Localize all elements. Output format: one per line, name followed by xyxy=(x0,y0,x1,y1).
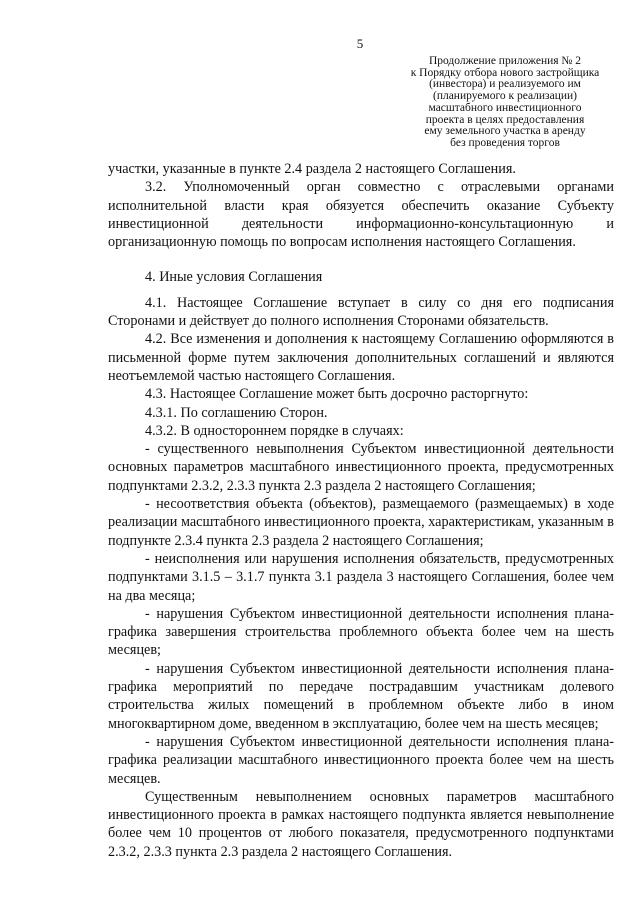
header-line: (планируемого к реализации) xyxy=(432,90,577,103)
termination-case-2: - несоответствия объекта (объектов), размещаемого (размещаемых) в ходе реализации масштабного инвестиционного проекта, характеристикам, указанным в подпункте 2.3.4 пункта 2.3 раздела 2 настоящего Соглашения; xyxy=(108,496,614,549)
termination-case-1: - существенного невыполнения Субъектом инвестиционной деятельности основных параметров масштабного инвестиционного проекта, предусмотренных подпунктами 2.3.2, 2.3.3 пункта 2.3 раздела 2 настоящего Соглашения; xyxy=(108,441,614,494)
termination-case-3: - неисполнения или нарушения исполнения обязательств, предусмотренных подпунктами 3.1.5 – 3.1.7 пункта 3.1 раздела 3 настоящего Соглашения, более чем на два месяца; xyxy=(108,550,614,604)
paragraph-4-2: 4.2. Все изменения и дополнения к настоящему Соглашению оформляются в письменной форме путем заключения дополнительных соглашений и являются неотъемлемой частью настоящего Соглашения. xyxy=(108,331,614,384)
header-line: (инвестора) и реализуемого им xyxy=(429,78,581,91)
termination-case-4: - нарушения Субъектом инвестиционной деятельности исполнения плана-графика завершения строительства проблемного объекта более чем на шесть месяцев; xyxy=(108,605,614,659)
header-line: к Порядку отбора нового застройщика xyxy=(410,66,600,79)
paragraph-4-3-2: 4.3.2. В одностороннем порядке в случаях: xyxy=(145,422,404,439)
paragraph-continuation: участки, указанные в пункте 2.4 раздела 2 настоящего Соглашения. xyxy=(108,161,516,177)
paragraph-final: Существенным невыполнением основных параметров масштабного инвестиционного проекта в рамках настоящего подпункта является невыполнение более чем 10 процентов от любого показателя, предусмотренного подпунктами 2.3.2, 2.3.3 пункта 2.3 раздела 2 настоящего Соглашения. xyxy=(108,788,614,860)
document-body xyxy=(108,160,614,861)
termination-case-5: - нарушения Субъектом инвестиционной деятельности исполнения плана-графика мероприятий по передаче пострадавшим участникам долевого строительства жилых помещений в проблемном объекте либо в ином многоквартирном доме, введенном в эксплуатацию, более чем на шесть месяцев; xyxy=(108,660,614,732)
section-4-title: 4. Иные условия Соглашения xyxy=(145,269,323,286)
paragraph-4-1: 4.1. Настоящее Соглашение вступает в силу со дня его подписания Сторонами и действует до полного исполнения Сторонами обязательств. xyxy=(108,294,614,330)
header-line: без проведения торгов xyxy=(450,136,560,149)
header-line: ему земельного участка в аренду xyxy=(424,125,586,138)
termination-case-6: - нарушения Субъектом инвестиционной деятельности исполнения плана-графика реализации масштабного инвестиционного проекта более чем на шесть месяцев. xyxy=(108,733,614,787)
appendix-header xyxy=(396,56,614,150)
paragraph-4-3-1: 4.3.1. По соглашению Сторон. xyxy=(145,404,328,421)
header-line: Продолжение приложения № 2 xyxy=(428,55,582,67)
header-line: проекта в целях предоставления xyxy=(425,113,585,126)
page-number: 5 xyxy=(356,36,364,51)
paragraph-3-2: 3.2. Уполномоченный орган совместно с отраслевыми органами исполнительной власти края обязуется обеспечить оказание Субъекту инвестиционной деятельности информационно-консультационную и организационную помощь по вопросам исполнения настоящего Соглашения. xyxy=(108,179,614,251)
paragraph-4-3: 4.3. Настоящее Соглашение может быть досрочно расторгнуто: xyxy=(145,386,529,403)
header-line: масштабного инвестиционного xyxy=(428,101,582,114)
